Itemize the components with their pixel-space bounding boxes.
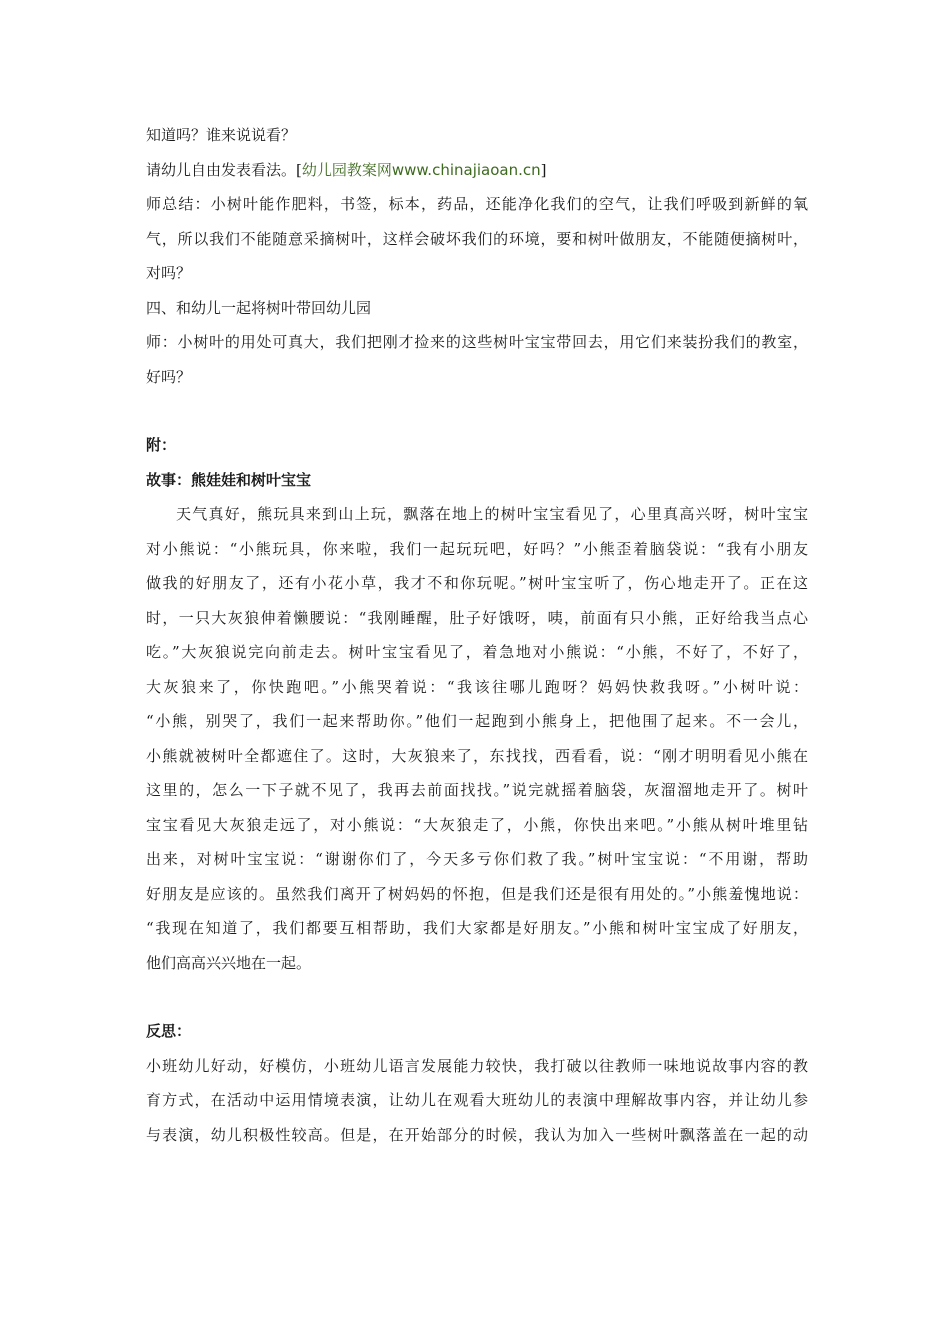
story-line: 对小熊说：“小熊玩具，你来啦，我们一起玩玩吧，好吗？”小熊歪着脑袋说：“我有小朋友 bbox=[146, 539, 808, 558]
summary-line: 师总结：小树叶能作肥料，书签，标本，药品，还能净化我们的空气，让我们呼吸到新鲜的氧 bbox=[146, 195, 808, 213]
spacer bbox=[146, 394, 808, 428]
story-line: 大灰狼来了，你快跑吧。”小熊哭着说：“我该往哪儿跑呀？妈妈快救我呀。”小树叶说： bbox=[146, 677, 808, 696]
step4-heading: 四、和幼儿一起将树叶带回幼儿园 bbox=[146, 298, 372, 317]
intro-question: 知道吗？谁来说说看？ bbox=[146, 126, 297, 144]
story-line: 天气真好，熊玩具来到山上玩，飘落在地上的树叶宝宝看见了，心里真高兴呀，树叶宝宝 bbox=[176, 505, 808, 523]
reflection-line: 与表演，幼儿积极性较高。但是，在开始部分的时候，我认为加入一些树叶飘落盖在一起的动 bbox=[146, 1125, 808, 1144]
story-line: 这里的，怎么一下子就不见了，我再去前面找找。”说完就摇着脑袋，灰溜溜地走开了。树叶 bbox=[146, 781, 808, 799]
story-line: “我现在知道了，我们都要互相帮助，我们大家都是好朋友。”小熊和树叶宝宝成了好朋友， bbox=[146, 919, 808, 937]
story-line: 出来，对树叶宝宝说：“谢谢你们了，今天多亏你们救了我。”树叶宝宝说：“不用谢，帮助 bbox=[146, 850, 808, 868]
site-link[interactable] bbox=[302, 161, 541, 179]
summary-line: 对吗？ bbox=[146, 264, 192, 282]
reflection-line: 育方式，在活动中运用情境表演，让幼儿在观看大班幼儿的表演中理解故事内容，并让幼儿参 bbox=[146, 1091, 808, 1109]
spacer bbox=[146, 980, 808, 1014]
story-title: 故事：熊娃娃和树叶宝宝 bbox=[146, 470, 312, 489]
site-link-name: 幼儿园教案网 bbox=[301, 160, 392, 179]
summary-line: 气，所以我们不能随意采摘树叶，这样会破坏我们的环境，要和树叶做朋友，不能随便摘树叶， bbox=[146, 229, 808, 248]
document-page bbox=[146, 118, 808, 1152]
teacher-line: 师：小树叶的用处可真大，我们把刚才捡来的这些树叶宝宝带回去，用它们来装扮我们的教室， bbox=[146, 333, 808, 351]
appendix-label: 附： bbox=[146, 436, 177, 454]
story-line: 他们高高兴兴地在一起。 bbox=[146, 953, 312, 972]
story-line: 吃。”大灰狼说完向前走去。树叶宝宝看见了，着急地对小熊说：“小熊，不好了，不好了， bbox=[146, 643, 808, 661]
teacher-line: 好吗？ bbox=[146, 367, 192, 386]
story-line: “小熊，别哭了，我们一起来帮助你。”他们一起跑到小熊身上，把他围了起来。不一会儿， bbox=[146, 712, 808, 730]
story-line: 宝宝看见大灰狼走远了，对小熊说：“大灰狼走了，小熊，你快出来吧。”小熊从树叶堆里钻 bbox=[146, 815, 808, 834]
story-line: 时，一只大灰狼伸着懒腰说：“我刚睡醒，肚子好饿呀，咦，前面有只小熊，正好给我当点心 bbox=[146, 608, 808, 627]
intro-discussion bbox=[146, 153, 808, 188]
site-link-url: www.chinajiaoan.cn bbox=[391, 160, 541, 179]
reflection-line: 小班幼儿好动，好模仿，小班幼儿语言发展能力较快，我打破以往教师一味地说故事内容的教 bbox=[146, 1056, 808, 1075]
reflection-label: 反思： bbox=[146, 1022, 192, 1040]
discussion-bracket: ] bbox=[540, 160, 547, 179]
discussion-text: 请幼儿自由发表看法。[ bbox=[146, 160, 302, 179]
story-line: 小熊就被树叶全都遮住了。这时，大灰狼来了，东找找，西看看，说：“刚才明明看见小熊在 bbox=[146, 746, 808, 765]
story-line: 做我的好朋友了，还有小花小草，我才不和你玩呢。”树叶宝宝听了，伤心地走开了。正在这 bbox=[146, 574, 808, 592]
story-line: 好朋友是应该的。虽然我们离开了树妈妈的怀抱，但是我们还是很有用处的。”小熊羞愧地说： bbox=[146, 884, 808, 903]
